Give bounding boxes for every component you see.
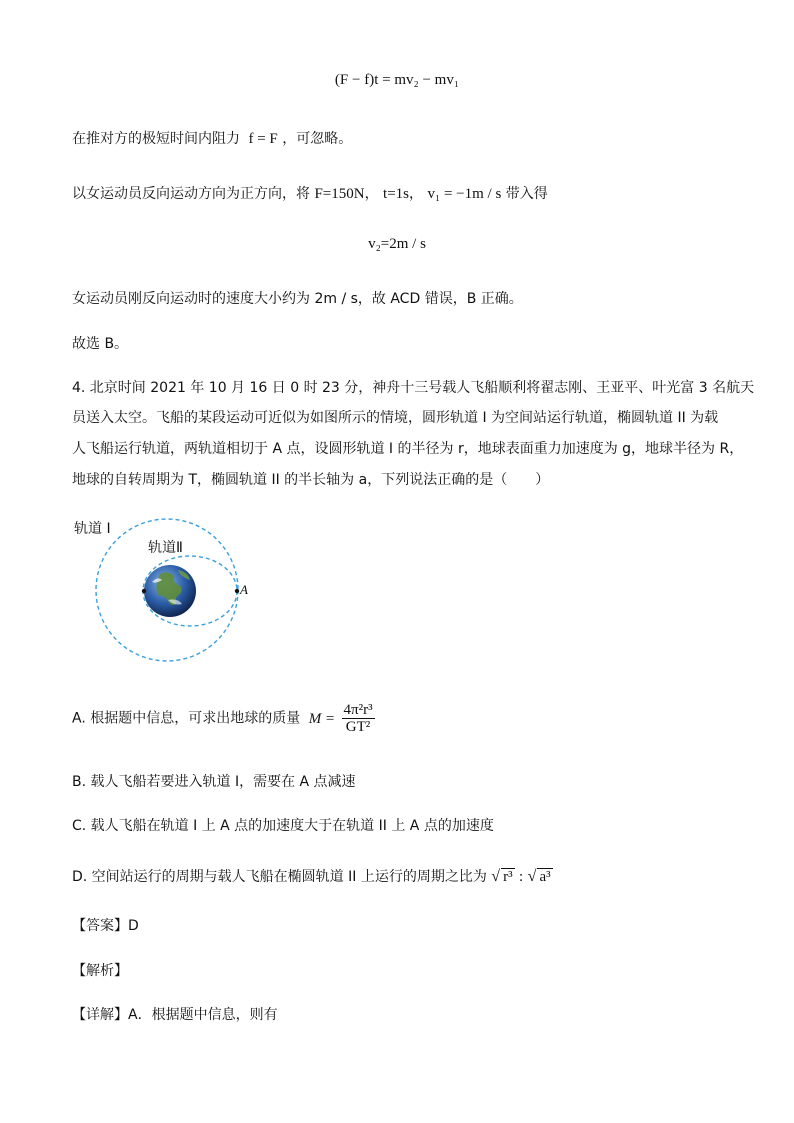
force-value: F=150N <box>314 186 365 202</box>
mass-symbol: M = <box>308 710 336 727</box>
analysis-label: 【解析】 <box>72 963 128 979</box>
option-a-text: A. 根据题中信息，可求出地球的质量 <box>72 710 301 727</box>
text: 以女运动员反向运动方向为正方向，将 <box>72 186 310 202</box>
answer-label: 【答案】D <box>72 918 139 934</box>
paragraph-choice: 故选 B。 <box>72 336 129 352</box>
v2-equation: v₂=2m / s <box>368 236 426 252</box>
option-a <box>72 702 377 735</box>
momentum-equation: (F − f)t = mv₂ − mv₁ <box>334 72 460 88</box>
orbit-1-label: 轨道 I <box>74 521 111 537</box>
text: 带入得 <box>505 186 548 202</box>
radicand-a: a³ <box>539 869 551 885</box>
mass-fraction <box>342 702 375 735</box>
sqrt-r-cubed: √ r³ <box>491 868 513 885</box>
orbit-2-label: 轨道Ⅱ <box>148 540 183 556</box>
v1-value: v₁ = −1m / s <box>427 186 502 202</box>
question-line-2: 员送入太空。飞船的某段运动可近似为如图所示的情境，圆形轨道 I 为空间站运行轨道，椭圆轨道 II 为载 <box>72 410 719 426</box>
left-point-marker <box>142 589 146 593</box>
fraction-numerator: 4π²r³ <box>343 702 373 718</box>
time-value: t=1s <box>383 186 410 202</box>
option-d <box>72 866 553 886</box>
radicand-r: r³ <box>503 869 513 885</box>
paragraph-direction: 以女运动员反向运动方向为正方向，将 F=150N， t=1s， v₁ = −1m / s 带入得 <box>72 186 548 202</box>
point-a-label: A <box>240 582 248 597</box>
orbit-figure <box>70 512 270 672</box>
text: ，可忽略。 <box>282 131 353 147</box>
option-d-text: D. 空间站运行的周期与载人飞船在椭圆轨道 II 上运行的周期之比为 <box>72 869 487 885</box>
question-line-3: 人飞船运行轨道，两轨道相切于 A 点，设圆形轨道 I 的半径为 r，地球表面重力加速度为 g，地球半径为 R， <box>72 441 744 457</box>
option-b: B. 载人飞船若要进入轨道 I，需要在 A 点减速 <box>72 774 356 790</box>
friction-inequality: f = F <box>248 131 278 147</box>
point-a-marker <box>235 589 239 593</box>
fraction-denominator: GT² <box>345 719 371 735</box>
paragraph-conclusion: 女运动员刚反向运动时的速度大小约为 2m / s，故 ACD 错误，B 正确。 <box>72 291 523 307</box>
ratio-colon: : <box>519 869 524 885</box>
earth-globe-icon <box>144 565 196 617</box>
sqrt-a-cubed: √ a³ <box>527 868 551 885</box>
question-line-1: 4. 北京时间 2021 年 10 月 16 日 0 时 23 分，神舟十三号载人飞船顺利将翟志刚、王亚平、叶光富 3 名航天 <box>72 380 755 396</box>
question-line-4: 地球的自转周期为 T，椭圆轨道 II 的半长轴为 a，下列说法正确的是（ ） <box>72 472 550 488</box>
text: 在推对方的极短时间内阻力 <box>72 131 240 147</box>
option-c: C. 载人飞船在轨道 I 上 A 点的加速度大于在轨道 II 上 A 点的加速度 <box>72 818 494 834</box>
detail-label: 【详解】A．根据题中信息，则有 <box>72 1007 278 1023</box>
paragraph-friction <box>72 128 352 148</box>
